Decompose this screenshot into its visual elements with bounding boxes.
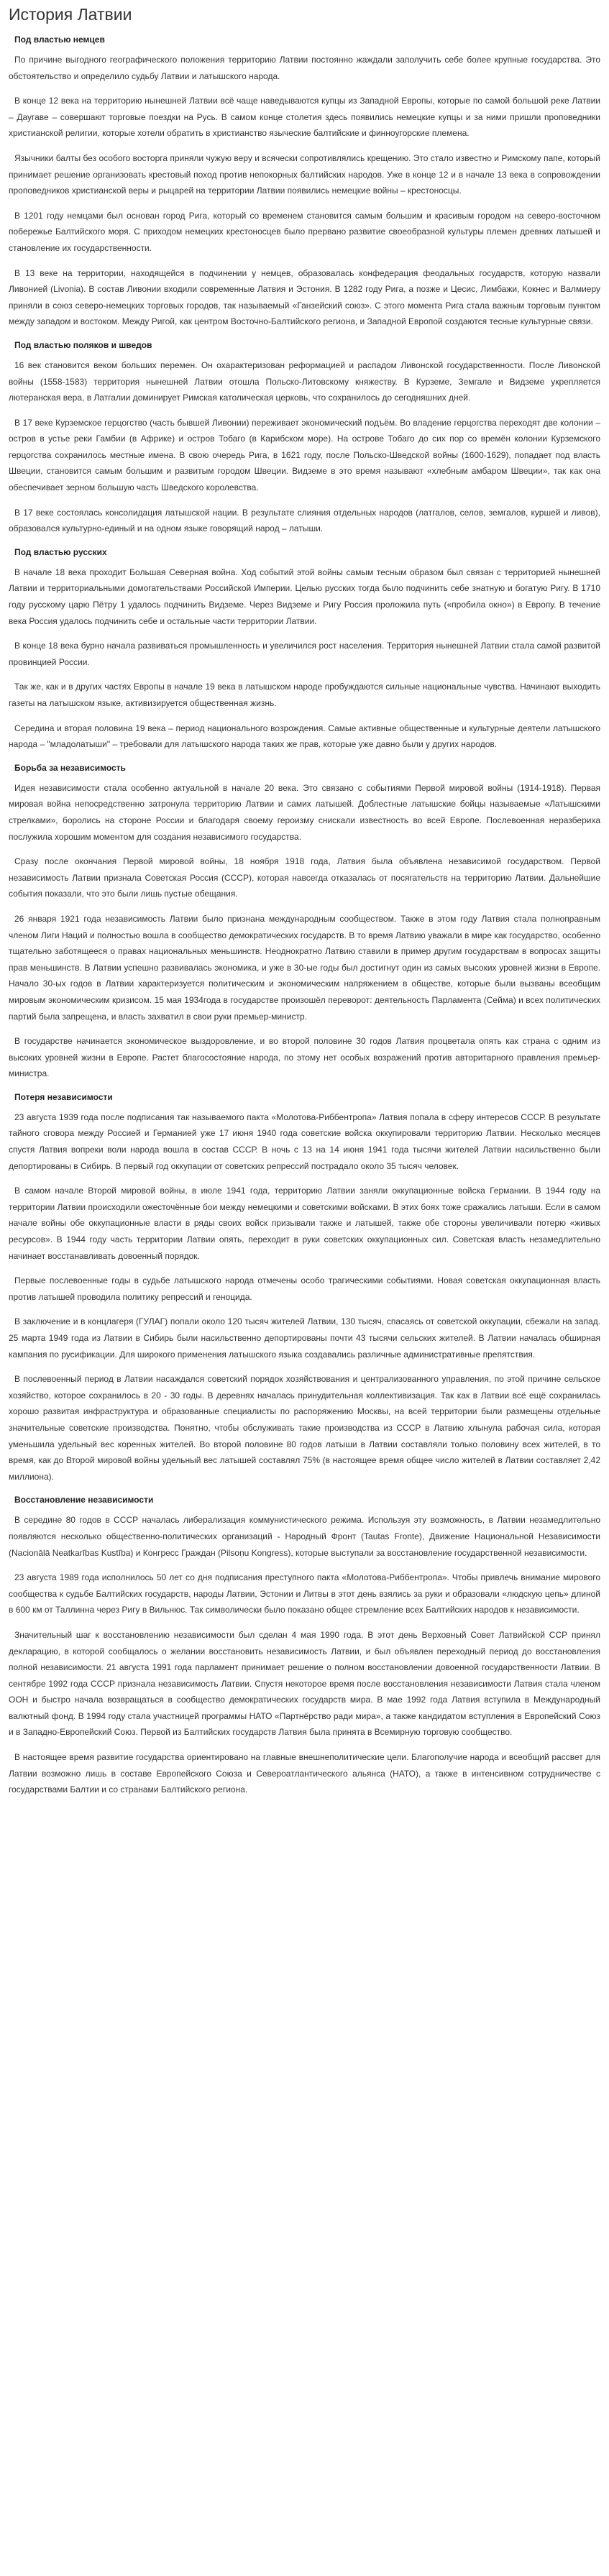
paragraph: 16 век становится веком больших перемен. Он охарактеризован реформацией и распадом Ливонской государственности. После Ливонской войны (1558-1583) территория нынешней Латвии отошла Польско-Литовскому княжеству. В Курземе, Земгале и Видземе укрепляется лютеранская вера, в Латгалии доминирует Римская католическая церковь, что сохранилось до сегодняшних дней.: [9, 359, 600, 403]
paragraph: В начале 18 века проходит Большая Северная война. Ход событий этой войны самым тесным образом был связан с территорией нынешней Латвии и территориальными домогательствами Российской Империи. Целью русских тогда было подчинить себе знатную и богатую Ригу. В 1710 году русскому царю Пётру 1 удалось подчинить Видземе. Через Видземе и Ригу Россия проложила путь («пробила окно») в Европу. В течение века Россия удалось подчинить себе и остальные части территории Латвии.: [9, 567, 600, 626]
paragraph: В государстве начинается экономическое выздоровление, и во второй половине 30 годов Латвия процветала опять как страна с одним из высоких уровней жизни в Европе. Растет благосостояние народа, по этому нет особых возражений против авторитарного правления премьер-министра.: [9, 1036, 600, 1079]
paragraph: 26 января 1921 года независимость Латвии было признана международным сообществом. Также в этом году Латвия стала полноправным членом Лиги Наций и полностью вошла в сообщество демократических государств. В то время Латвию уважали в мире как государство, особенно тщательно заботящееся о правах национальных меньшинств. Неоднократно Латвию ставили в пример другим государствам в вопросах защиты прав меньшинств. В Латвии успешно развивалась экономика, и уже в 30-ые годы был достигнут один из самых высоких уровней жизни в Европе. Начало 30-ых годов в Латвии характеризуется политическим и экономическим напряжением в обществе, которые были вызваны всеобщим мировым экономическим кризисом. 15 мая 1934года в государстве произошёл переворот: деятельность Парламента (Сейма) и всех политических партий была запрещена, и власть захватил в свои руки премьер-министр.: [9, 913, 600, 1022]
paragraph: 23 августа 1989 года исполнилось 50 лет со дня подписания преступного пакта «Молотова-Риббентропа». Чтобы привлечь внимание мирового сообщества к судьбе Балтийских государств, народы Латвии, Эстонии и Литвы в этот день взялись за руки и образовали «людскую цепь» длиной в 600 км от Таллинна через Ригу в Вильнюс. Так символически было показано общее стремление всех Балтийских народов к независимости.: [9, 1572, 600, 1615]
paragraph: В конце 18 века бурно начала развиваться промышленность и увеличился рост населения. Территория нынешней Латвии стала самой развитой провинцией России.: [9, 641, 600, 667]
paragraph: Значительный шаг к восстановлению независимости был сделан 4 мая 1990 года. В этот день Верховный Совет Латвийской ССР принял декларацию, в которой сообщалось о желании восстановить независимость Латвии, и был объявлен переходный период до восстановления полной независимости. 21 августа 1991 года парламент принимает решение о полном восстановлении довоенной государственности Латвии. В сентябре 1992 года СССР признала независимость Латвии. Спустя некоторое время после восстановления независимости Латвия стала членом ООН и быстро начала возвращаться в сообщество демократических государств мира. В мае 1992 года Латвия вступила в Международный валютный фонд. В 1994 году стала участницей программы НАТО «Партнёрство ради мира», а также кандидатом вступления в Европейский Союз и в Западно-Европейский Союз. Первой из Балтийских государств Латвия была принята в Всемирную торговую сообщество.: [9, 1629, 600, 1738]
paragraph: В конце 12 века на территорию нынешней Латвии всё чаще наведываются купцы из Западной Европы, которые по самой большой реке Латвии – Даугаве – совершают торговые поездки на Русь. В самом конце столетия здесь появились немецкие купцы и за ними пришли проповедники христианской религии, которые хотели обратить в христианство языческие балтийские и финноугорские племена.: [9, 96, 600, 139]
section-heading: Потеря независимости: [14, 1091, 113, 1102]
paragraph: В 13 веке на территории, находящейся в подчинении у немцев, образовалась конфедерация феодальных государств, которую назвали Ливонией (Livonia). В состав Ливонии входили современные Латвия и Эстония. В 1282 году Рига, а позже и Цесис, Лимбажи, Кокнес и Валмиеру приняли в союз северо-немецких торговых городов, так называемый «Ганзейский союз». С этого момента Рига стала важным торговым пунктом между западом и востоком. Между Ригой, как центром Восточно-Балтийского региона, и Западной Европой создаются тесные культурные связи.: [9, 267, 600, 327]
section-heading: Под властью русских: [14, 546, 107, 557]
paragraph: Первые послевоенные годы в судьбе латышского народа отмечены особо трагическими событиями. Новая советская оккупационная власть против латышей проводила политику репрессий и геноцида.: [9, 1275, 600, 1302]
paragraph: Сразу после окончания Первой мировой войны, 18 ноября 1918 года, Латвия была объявлена независимой государством. Первой независимость Латвии признала Советская Россия (СССР), которая навсегда отказалась от посягательств на территорию Латвии. Дальнейшие события показали, что это были лишь пустые обещания.: [9, 856, 600, 899]
paragraph: Идея независимости стала особенно актуальной в начале 20 века. Это связано с событиями Первой мировой войны (1914-1918). Первая мировая война непосредственно затронула территорию Латвии и самих латышей. Доблестные латышские бойцы называемые «Латышскими стрелками», боролись на стороне России и благодаря своему героизму снискали известность во всей Европе. Послевоенная неразбериха послужила хорошим моментом для создания независимого государства.: [9, 782, 600, 842]
paragraph: В середине 80 годов в СССР началась либерализация коммунистического режима. Используя эту возможность, в Латвии незамедлительно появляются несколько общественно-политических организаций - Народный Фронт (Tautas Fronte), Движение Национальной Независимости (Nacionālā Neatkarības Kustība) и Конгресс Граждан (Pilsoņu Kongress), которые выступали за восстановление государственной независимости.: [9, 1515, 600, 1558]
paragraph: В 17 веке Курземское герцогство (часть бывшей Ливонии) переживает экономический подъём. Во владение герцогства переходят две колонии – остров в устье реки Гамбии (в Африке) и остров Тобаго (в Карибском море). На острове Тобаго до сих пор со времён колонии Курземского герцогства сохранилось местные имена. В свою очередь Рига, в 1621 году, после Польско-Шведской войны (1600-1629), попадает под власть Швеции, становится самым большим и развитым городом Швеции. Видземе в это время называют «хлебным амбаром Швеции», так как она обеспечивает зерном большую часть Шведского королевства.: [9, 417, 600, 493]
paragraph: В 17 веке состоялась консолидация латышской нации. В результате слияния отдельных народов (латгалов, селов, земгалов, куршей и ливов), образовался культурно-единый и на одном языке говорящий народ – латыши.: [9, 507, 600, 534]
section-heading: Под властью немцев: [14, 35, 105, 45]
paragraph: Так же, как и в других частях Европы в начале 19 века в латышском народе пробуждаются сильные национальные чувства. Начинают выходить газеты на латышском языке, активизируется общественная жизнь.: [9, 682, 600, 708]
paragraph: 23 августа 1939 года после подписания так называемого пакта «Молотова-Риббентропа» Латвия попала в сферу интересов СССР. В результате тайного сговора между Россией и Германией уже 17 июня 1940 года советские войска оккупировали территорию Латвии. Несколько месяцев спустя Латвия вопреки воли народа вошла в состав СССР. В ночь с 13 на 14 июня 1941 года тысячи жителей Латвии насильственно были депортированы в Сибирь. В первый год оккупации от советских репрессий пострадало около 35 тысяч человек.: [9, 1111, 600, 1171]
page-title: История Латвии: [9, 5, 132, 24]
paragraph: В настоящее время развитие государства ориентировано на главные внешнеполитические цели. Благополучие народа и всеобщий рассвет для Латвии возможно лишь в составе Европейского Союза и Североатлантического альянса (НАТО), а также в интенсивном сотрудничестве с государствами Балтии и со странами Балтийского региона.: [9, 1752, 600, 1795]
paragraph: По причине выгодного географического положения территорию Латвии постоянно жаждали заполучить себе более крупные государства. Это обстоятельство и определило судьбу Латвии и латышского народа.: [9, 55, 600, 81]
paragraph: Середина и вторая половина 19 века – период национального возрождения. Самые активные общественные и культурные деятели латышского народа – "младолатыши" – требовали для латышского народа таких же прав, которые уже давно были у других народов.: [9, 723, 600, 750]
section-heading: Восстановление независимости: [14, 1495, 154, 1505]
paragraph: В послевоенный период в Латвии насаждался советский порядок хозяйствования и централизованного управления, по этой причине сельское хозяйство, которое сохранилось в 20 - 30 годы. В деревнях началась принудительная коллективизация. Так как в Латвии всё ещё сохранилась хорошо развитая инфраструктура и образованные специалисты по распоряжению Москвы, на всей территории были размещены отдельные значительные советские производства. Понятно, чтобы обслуживать такие производства из СССР в Латвию хлынула рабочая сила, которая уменьшила удельный вес коренных жителей. Во второй половине 80 годов латыши в Латвии составляли только половину всех жителей, в то время, как до Второй мировой войны удельный вес латышей составлял 75% (в настоящее время общее число жителей в Латвии составляет 2,42 миллиона).: [9, 1374, 600, 1482]
paragraph: Язычники балты без особого восторга приняли чужую веру и всячески сопротивлялись крещению. Это стало известно и Римскому папе, который принимает решение организовать крестовый поход против непокорных балтийских народов. Уже в конце 12 и в начале 13 века в сопровождении проповедников христианской веры и рыцарей на территории Латвии появились немецкие войны – крестоносцы.: [9, 152, 600, 196]
paragraph: В 1201 году немцами был основан город Рига, который со временем становится самым большим и красивым городом на северо-восточном побережье Балтийского моря. С приходом немецких крестоносцев было прервано развитие своеобразной культуры племен древних латышей и становление их государственности.: [9, 210, 600, 253]
section-heading: Борьба за независимость: [14, 762, 126, 773]
paragraph: В заключение и в концлагеря (ГУЛАГ) попали около 120 тысяч жителей Латвии, 130 тысяч, спасаясь от советской оккупации, сбежали на запад. 25 марта 1949 года из Латвии в Сибирь были насильственно депортированы почти 43 тысячи сельских жителей. В Латвии началась обширная кампания по русификации. Для широкого применения латышского языка создавались различные административные препятствия.: [9, 1316, 600, 1360]
section-heading: Под властью поляков и шведов: [14, 339, 152, 350]
article-body: [9, 33, 600, 1798]
paragraph: В самом начале Второй мировой войны, в июле 1941 года, территорию Латвии заняли оккупационные войска Германии. В 1944 году на территории Латвии происходили ожесточённые бои между немецкими и советскими войсками. В этих боях тоже сражались латыши. Если в самом начале войны обе оккупационные власти в ряды своих войск призывали также и латышей, также обе стороны увеличивали потерю «живых ресурсов». В 1944 году часть территории Латвии опять, переходит в руки советских оккупационных сил. Советская власть незамедлительно начинает восстанавливать довоенный порядок.: [9, 1186, 600, 1261]
